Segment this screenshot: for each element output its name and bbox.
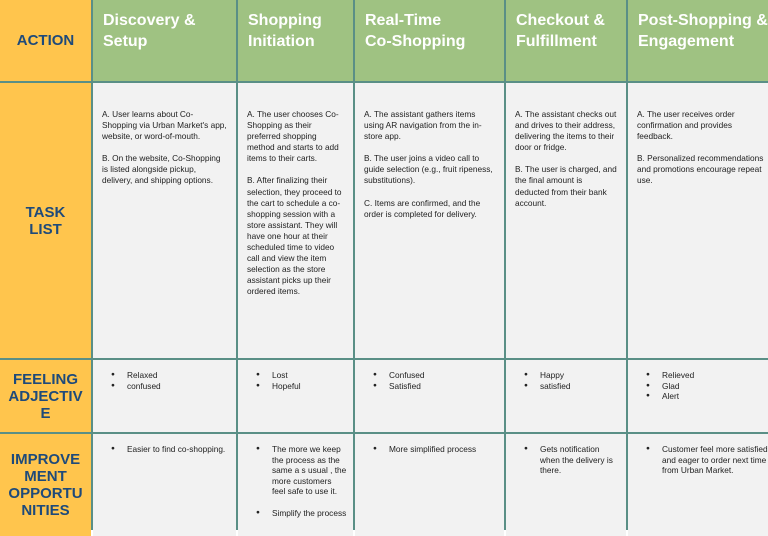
list-item: ● Relieved: [662, 370, 768, 381]
improvement-cell: [506, 434, 626, 536]
list-item: ● Glad: [662, 381, 768, 392]
action-header: [0, 0, 91, 81]
improvement-list: [93, 434, 236, 455]
improvement-list: [628, 434, 768, 476]
task-cell: [238, 83, 353, 358]
action-header-label: ACTION: [16, 32, 75, 49]
stage-header-label: Discovery & Setup: [103, 12, 196, 50]
feeling-list: [238, 360, 353, 391]
stage-header: [93, 0, 236, 81]
stage-header-label: Checkout & Fulfillment: [516, 12, 605, 50]
improvement-cell: [628, 434, 768, 536]
feeling-cell: [628, 360, 768, 432]
list-item: ● satisfied: [540, 381, 620, 392]
feeling-list: [506, 360, 626, 391]
task-text: B. After finalizing their selection, they proceed to the cart to schedule a co-shopping session with a store assistant. They will have one hour at their scheduled time to video call and view the item selection as the store assistant picks up their ordered items.: [247, 175, 342, 297]
list-item: ● Gets notification when the delivery is there.: [540, 444, 620, 476]
task-text: B. Personalized recommendations and promotions encourage repeat use.: [637, 153, 764, 186]
stage-header-label: Real-Time Co-Shopping: [365, 12, 466, 50]
list-item: ● Simplify the process: [272, 508, 347, 519]
feeling-cell: [355, 360, 504, 432]
task-text: A. The user chooses Co-Shopping as their preferred shopping method and starts to add items to their carts.: [247, 109, 339, 164]
task-text: B. The user joins a video call to guide selection (e.g., fruit ripeness, substitutions).: [364, 153, 493, 186]
list-item: ● Confused: [389, 370, 498, 381]
task-text: A. User learns about Co-Shopping via Urban Market's app, website, or word-of-mouth.: [102, 109, 227, 142]
improvement-row-header: [0, 434, 91, 536]
list-item: ● Relaxed: [127, 370, 230, 381]
list-item: ● Lost: [272, 370, 347, 381]
task-text: B. On the website, Co-Shopping is listed alongside pickup, delivery, and shipping options.: [102, 153, 221, 186]
feeling-list: [93, 360, 236, 391]
list-item: ● More simplified process: [389, 444, 498, 455]
task-cell: [355, 83, 504, 358]
stage-header: [506, 0, 626, 81]
list-item: ● Hopeful: [272, 381, 347, 392]
feeling-cell: [506, 360, 626, 432]
task-text: A. The assistant checks out and drives to their address, delivering the items to their door or fridge.: [515, 109, 617, 153]
feeling-cell: [238, 360, 353, 432]
improvement-cell: [93, 434, 236, 536]
list-item: ● confused: [127, 381, 230, 392]
list-item: ● Happy: [540, 370, 620, 381]
task-cell: [93, 83, 236, 358]
improvement-cell: [238, 434, 353, 536]
improvement-list: [506, 434, 626, 476]
stage-header-label: Shopping Initiation: [248, 12, 322, 50]
task-cell: [628, 83, 768, 358]
task-list-row-header: [0, 83, 91, 358]
list-item: ● Alert: [662, 391, 768, 402]
list-item: ● The more we keep the process as the same a s usual , the more customers feel safe to use it.: [272, 444, 347, 497]
feeling-label: FEELING ADJECTIV E: [8, 370, 83, 422]
list-item: ● Customer feel more satisfied and eager to order next time from Urban Market.: [662, 444, 768, 476]
stage-header: [628, 0, 768, 81]
task-text: C. Items are confirmed, and the order is completed for delivery.: [364, 197, 481, 219]
stage-header: [238, 0, 353, 81]
improvement-label: IMPROVE MENT OPPORTU NITIES: [8, 451, 83, 519]
stage-header-label: Post-Shopping & Engagement: [638, 12, 768, 50]
feeling-row-header: [0, 360, 91, 432]
feeling-list: [628, 360, 768, 402]
task-text: A. The user receives order confirmation and provides feedback.: [637, 109, 735, 142]
feeling-list: [355, 360, 504, 391]
improvement-list: [238, 434, 353, 518]
task-list-label: TASK LIST: [25, 203, 66, 238]
stage-header: [355, 0, 504, 81]
list-item: ● Easier to find co-shopping.: [127, 444, 230, 455]
task-cell: [506, 83, 626, 358]
improvement-cell: [355, 434, 504, 536]
improvement-list: [355, 434, 504, 455]
feeling-cell: [93, 360, 236, 432]
task-text: A. The assistant gathers items using AR navigation from the in-store app.: [364, 109, 482, 142]
list-item: ● Satisfied: [389, 381, 498, 392]
task-text: B. The user is charged, and the final amount is deducted from their bank account.: [515, 164, 617, 208]
